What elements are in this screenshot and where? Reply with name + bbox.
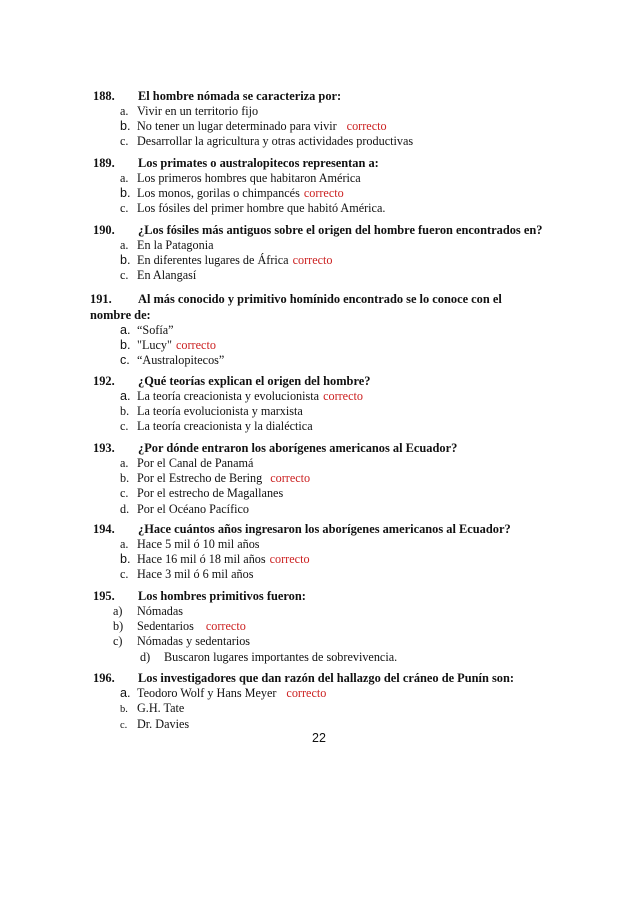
question-heading bbox=[93, 89, 533, 104]
question-heading bbox=[90, 292, 535, 323]
option-a bbox=[93, 537, 533, 552]
option-c bbox=[93, 486, 533, 501]
option-text: En diferentes lugares de África bbox=[137, 253, 289, 268]
option-letter: d. bbox=[120, 501, 130, 516]
question-number: 193. bbox=[93, 441, 115, 455]
question-heading bbox=[93, 374, 533, 389]
option-a bbox=[93, 456, 533, 471]
question-text: El hombre nómada se caracteriza por: bbox=[138, 89, 342, 103]
option-c bbox=[93, 634, 533, 649]
question-number: 196. bbox=[93, 671, 115, 685]
question-number: 188. bbox=[93, 89, 115, 103]
option-text: No tener un lugar determinado para vivir bbox=[137, 119, 337, 134]
option-letter: c. bbox=[120, 134, 129, 149]
question-195 bbox=[93, 589, 533, 665]
option-letter: c. bbox=[120, 486, 129, 501]
option-letter: c. bbox=[120, 567, 129, 582]
option-letter: b. bbox=[120, 552, 131, 567]
question-text: ¿Por dónde entraron los aborígenes americanos al Ecuador? bbox=[138, 441, 458, 455]
question-number: 192. bbox=[93, 374, 115, 388]
option-text: Dr. Davies bbox=[137, 717, 190, 732]
question-190 bbox=[93, 223, 543, 284]
option-c bbox=[90, 353, 535, 368]
correct-mark: correcto bbox=[176, 338, 216, 353]
question-heading bbox=[93, 441, 533, 456]
option-letter: b. bbox=[120, 119, 131, 134]
option-letter: b. bbox=[120, 404, 130, 419]
option-letter: b. bbox=[120, 186, 131, 201]
correct-mark: correcto bbox=[303, 186, 344, 201]
question-188 bbox=[93, 89, 533, 150]
option-text: Los primeros hombres que habitaron América bbox=[137, 171, 361, 185]
question-heading bbox=[93, 156, 533, 171]
option-a bbox=[93, 171, 533, 186]
option-letter: a. bbox=[120, 537, 129, 551]
option-letter: c. bbox=[120, 201, 129, 216]
option-c bbox=[93, 419, 533, 434]
question-number: 189. bbox=[93, 156, 115, 170]
option-letter: a. bbox=[120, 238, 129, 252]
option-c bbox=[93, 201, 533, 216]
question-191 bbox=[90, 292, 535, 369]
option-letter: a. bbox=[120, 323, 131, 337]
question-text: Al más conocido y primitivo homínido encontrado se lo conoce con el nombre de: bbox=[90, 292, 502, 322]
option-text: Desarrollar la agricultura y otras actividades productivas bbox=[137, 134, 414, 149]
option-a bbox=[93, 389, 533, 404]
option-text: Nómadas y sedentarios bbox=[137, 634, 251, 649]
correct-mark: correcto bbox=[286, 686, 327, 700]
option-letter: a. bbox=[120, 171, 129, 185]
option-letter: b. bbox=[120, 338, 131, 353]
question-text: ¿Qué teorías explican el origen del hombre? bbox=[138, 374, 371, 388]
option-b bbox=[93, 701, 533, 717]
correct-mark: correcto bbox=[346, 119, 387, 134]
option-text: “Sofía” bbox=[137, 323, 174, 337]
question-196 bbox=[93, 671, 533, 734]
option-text: Hace 16 mil ó 18 mil años bbox=[137, 552, 266, 567]
question-heading bbox=[93, 522, 533, 537]
option-text: "Lucy" bbox=[137, 338, 172, 353]
option-a bbox=[90, 323, 535, 338]
question-text: Los hombres primitivos fueron: bbox=[138, 589, 306, 603]
option-letter: b. bbox=[120, 704, 128, 716]
question-text: ¿Hace cuántos años ingresaron los aborígenes americanos al Ecuador? bbox=[138, 522, 511, 536]
option-b bbox=[93, 119, 533, 134]
option-letter: c. bbox=[120, 419, 129, 434]
correct-mark: correcto bbox=[292, 253, 333, 268]
option-text: En Alangasí bbox=[137, 268, 197, 283]
option-text: Hace 5 mil ó 10 mil años bbox=[137, 537, 260, 551]
option-letter: b) bbox=[113, 619, 124, 634]
option-b bbox=[93, 471, 533, 486]
option-letter: c. bbox=[120, 720, 128, 732]
option-letter: a. bbox=[120, 686, 131, 700]
option-letter: a. bbox=[120, 456, 129, 470]
option-letter: a) bbox=[113, 604, 123, 618]
option-text: Por el Estrecho de Bering bbox=[137, 471, 263, 486]
option-text: “Australopitecos” bbox=[137, 353, 225, 368]
question-number: 194. bbox=[93, 522, 115, 536]
question-heading bbox=[93, 589, 533, 604]
question-number: 190. bbox=[93, 223, 115, 237]
option-b bbox=[93, 253, 533, 268]
option-c bbox=[93, 134, 533, 149]
question-heading bbox=[93, 671, 533, 686]
option-b bbox=[93, 619, 533, 634]
option-d bbox=[93, 650, 533, 665]
option-b bbox=[93, 552, 533, 567]
question-189 bbox=[93, 156, 533, 217]
option-text: Hace 3 mil ó 6 mil años bbox=[137, 567, 254, 582]
correct-mark: correcto bbox=[205, 619, 246, 634]
option-letter: b. bbox=[120, 471, 130, 486]
option-letter: c. bbox=[120, 268, 129, 283]
option-text: La teoría creacionista y la dialéctica bbox=[137, 419, 313, 434]
option-a bbox=[93, 238, 533, 253]
option-text: Buscaron lugares importantes de sobrevivencia. bbox=[164, 649, 398, 664]
option-text: Teodoro Wolf y Hans Meyer bbox=[137, 686, 277, 700]
question-193 bbox=[93, 441, 533, 517]
option-b bbox=[93, 404, 533, 419]
option-a bbox=[93, 686, 533, 701]
option-letter: a. bbox=[120, 104, 129, 118]
question-192 bbox=[93, 374, 533, 435]
option-text: G.H. Tate bbox=[137, 701, 185, 716]
question-194 bbox=[93, 522, 533, 583]
option-text: Sedentarios bbox=[137, 619, 194, 634]
option-text: Por el Canal de Panamá bbox=[137, 456, 254, 470]
option-a bbox=[93, 604, 533, 619]
correct-mark: correcto bbox=[323, 389, 363, 403]
option-a bbox=[93, 104, 533, 119]
page-number: 22 bbox=[312, 731, 326, 745]
option-text: Los monos, gorilas o chimpancés bbox=[137, 186, 300, 201]
option-text: La teoría evolucionista y marxista bbox=[137, 404, 303, 419]
option-letter: a. bbox=[120, 389, 131, 403]
question-text: Los investigadores que dan razón del hallazgo del cráneo de Punín son: bbox=[138, 671, 515, 685]
option-text: Vivir en un territorio fijo bbox=[137, 104, 259, 118]
option-text: Por el Océano Pacífico bbox=[137, 501, 250, 516]
option-text: Nómadas bbox=[137, 604, 184, 618]
option-text: En la Patagonia bbox=[137, 238, 214, 252]
option-text: La teoría creacionista y evolucionista bbox=[137, 389, 320, 403]
option-text: Por el estrecho de Magallanes bbox=[137, 486, 284, 501]
option-b bbox=[90, 338, 535, 353]
question-number: 195. bbox=[93, 589, 115, 603]
question-text: Los primates o australopitecos representan a: bbox=[138, 156, 379, 170]
correct-mark: correcto bbox=[270, 471, 311, 486]
option-letter: b. bbox=[120, 253, 131, 268]
option-c bbox=[93, 567, 533, 582]
option-c bbox=[93, 268, 533, 283]
question-text: ¿Los fósiles más antiguos sobre el origen del hombre fueron encontrados en? bbox=[138, 223, 543, 237]
option-d bbox=[93, 502, 533, 517]
option-letter: c) bbox=[113, 634, 123, 649]
question-heading bbox=[93, 223, 543, 238]
option-text: Los fósiles del primer hombre que habitó América. bbox=[137, 201, 386, 216]
option-letter: c. bbox=[120, 353, 130, 368]
question-number: 191. bbox=[90, 292, 112, 306]
option-b bbox=[93, 186, 533, 201]
option-letter: d) bbox=[140, 649, 151, 664]
correct-mark: correcto bbox=[269, 552, 310, 567]
